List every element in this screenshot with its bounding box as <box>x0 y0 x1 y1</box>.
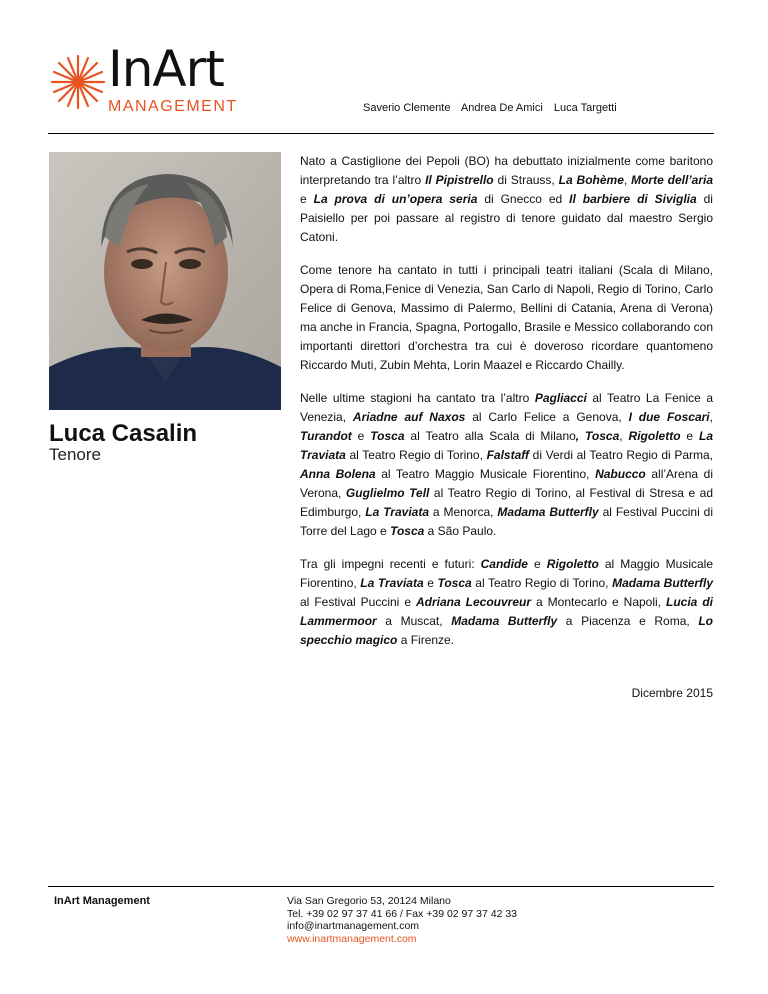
opera-title: Madama Butterfly <box>612 576 714 590</box>
inart-logo <box>50 40 265 120</box>
opera-title: Pagliacci <box>534 391 587 405</box>
brand-subtitle: MANAGEMENT <box>108 98 238 115</box>
opera-title: La prova di un’opera seria <box>313 192 478 206</box>
bio-text: Come tenore ha cantato in tutti i principali teatri italiani (Scala di Milano, Opera di Roma,Fenice di Venezia, San Carlo di Napoli, Regio di Torino, Carlo Felice di Genova, Massimo di Palermo, Bellini di Catania, Arena di Verona) ma anche in Francia, Spagna, Portogallo, Brasile e Messico collaborando con importanti direttori d’orchestra tra cui è doveroso ricordare quantomeno Riccardo Muti, Zubin Mehta, Lorin Maazel e Riccardo Chailly. <box>300 263 713 372</box>
opera-title: Falstaff <box>486 448 530 462</box>
bio-text: e <box>527 557 547 571</box>
footer-contact <box>287 895 517 945</box>
opera-title: Rigoletto <box>546 557 599 571</box>
footer-phone: Tel. +39 02 97 37 41 66 / Fax +39 02 97 37 42 33 <box>287 907 518 920</box>
artist-role: Tenore <box>49 445 101 464</box>
opera-title: Lucia di Lammermoor <box>300 595 714 628</box>
opera-title: Rigoletto <box>628 429 681 443</box>
opera-title: La Bohème <box>558 173 624 187</box>
bio-text: al Carlo Felice a Genova, <box>465 410 629 424</box>
bio-text: e <box>680 429 700 443</box>
artist-name: Luca Casalin <box>49 420 198 447</box>
bio-text: a Montecarlo e Napoli, <box>531 595 667 609</box>
footer-website-link[interactable]: www.inartmanagement.com <box>287 932 417 945</box>
bio-text: a Piacenza e Roma, <box>557 614 699 628</box>
bio-text: di Strauss, <box>493 173 559 187</box>
opera-title: , Tosca <box>575 429 620 443</box>
bio-text: a Muscat, <box>376 614 452 628</box>
brand-name: InArt <box>108 40 224 98</box>
opera-title: La Traviata <box>360 576 424 590</box>
bio-text: all’Arena di Verona, <box>300 467 713 500</box>
bio-text: a Firenze. <box>397 633 455 647</box>
bio-text: al Teatro Maggio Musicale Fiorentino, <box>375 467 596 481</box>
bio-text: al Teatro Regio di Torino, <box>345 448 487 462</box>
opera-title: Tosca <box>390 524 425 538</box>
staff-name: Andrea De Amici <box>460 102 543 114</box>
opera-title: Turandot <box>300 429 352 443</box>
bio-text: al Teatro Regio di Torino, al Festival di Stresa e ad Edimburgo, <box>300 486 714 519</box>
bio-text: di Paisiello per poi passare al registro di tenore guidato dal maestro Sergio Catoni. <box>300 192 713 244</box>
opera-title: Guglielmo Tell <box>345 486 430 500</box>
staff-list <box>363 102 625 114</box>
staff-name: Saverio Clemente <box>363 102 451 114</box>
star-burst-icon <box>50 54 106 110</box>
opera-title: Adriana Lecouvreur <box>415 595 532 609</box>
opera-title: Candide <box>480 557 528 571</box>
bio-text: di Verdi al Teatro Regio di Parma, <box>529 448 713 462</box>
opera-title: Il Pipistrello <box>425 173 494 187</box>
bio-text: , <box>619 429 629 443</box>
opera-title: La Traviata <box>365 505 429 519</box>
bio-text: Nelle ultime stagioni ha cantato tra l’altro <box>300 391 535 405</box>
bio-text: e <box>351 429 371 443</box>
bio-text: a São Paulo. <box>424 524 497 538</box>
bio-text: al Festival Puccini di Torre del Lago e <box>300 505 714 538</box>
bio-text: al Festival Puccini e <box>300 595 416 609</box>
bio-text: di Gnecco ed <box>477 192 570 206</box>
bio-paragraph <box>300 555 713 650</box>
opera-title: Ariadne auf Naxos <box>352 410 466 424</box>
footer-company: InArt Management <box>54 895 150 907</box>
bio-text: e <box>423 576 438 590</box>
opera-title: Anna Bolena <box>300 467 376 481</box>
footer-email[interactable]: info@inartmanagement.com <box>287 920 420 932</box>
bio-text: a Menorca, <box>429 505 498 519</box>
bio-paragraph <box>300 152 713 247</box>
document-date: Dicembre 2015 <box>631 686 713 700</box>
bio-text: al Teatro alla Scala di Milano <box>404 429 576 443</box>
opera-title: Tosca <box>370 429 405 443</box>
opera-title: Il barbiere di Siviglia <box>569 192 697 206</box>
portrait-photo <box>49 152 281 410</box>
footer-address: Via San Gregorio 53, 20124 Milano <box>287 895 451 907</box>
opera-title: Madama Butterfly <box>451 614 558 628</box>
biography <box>300 152 713 664</box>
bio-text: al Maggio Musicale Fiorentino, <box>300 557 713 590</box>
opera-title: Morte dell’aria <box>631 173 714 187</box>
opera-title: Madama Butterfly <box>497 505 599 519</box>
bio-text: , <box>623 173 632 187</box>
bio-text: al Teatro Regio di Torino, <box>471 576 613 590</box>
bio-text: e <box>300 192 314 206</box>
header-divider <box>48 133 714 134</box>
opera-title: Tosca <box>437 576 472 590</box>
bio-text: al Teatro La Fenice a Venezia, <box>300 391 713 424</box>
opera-title: Nabucco <box>595 467 646 481</box>
staff-name: Luca Targetti <box>553 102 617 114</box>
bio-text: Nato a Castiglione dei Pepoli (BO) ha debuttato inizialmente come baritono interpretando tra l’altro <box>300 154 713 187</box>
bio-text: Tra gli impegni recenti e futuri: <box>300 557 481 571</box>
opera-title: I due Foscari <box>628 410 710 424</box>
bio-paragraph <box>300 261 713 375</box>
bio-paragraph <box>300 389 713 541</box>
bio-text: , <box>709 410 713 424</box>
footer-divider <box>48 886 714 887</box>
opera-title: Lo specchio magico <box>300 614 713 647</box>
opera-title: La Traviata <box>300 429 714 462</box>
